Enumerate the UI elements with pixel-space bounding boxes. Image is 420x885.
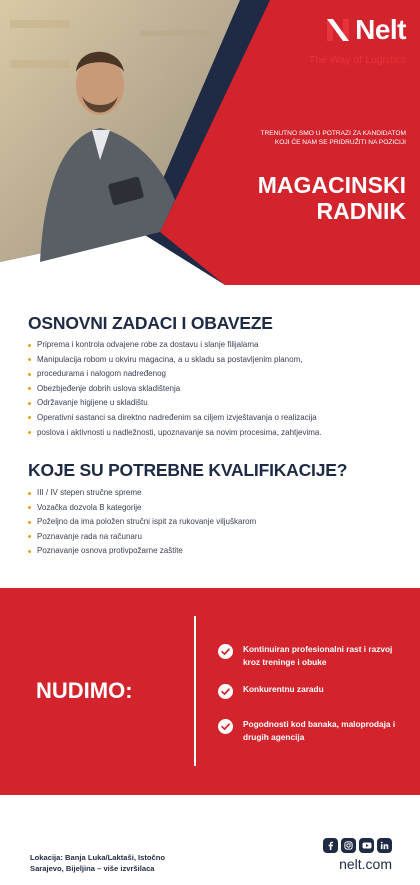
list-item: Poznavanje osnova protivpožarne zaštite (28, 544, 398, 559)
social-links (323, 838, 392, 853)
list-item: Obezbjeđenje dobrih uslova skladištenja (28, 382, 398, 397)
offer-section (0, 588, 420, 795)
instagram-icon[interactable] (341, 838, 356, 853)
website-link[interactable]: nelt.com (339, 856, 392, 872)
offer-item (218, 718, 408, 744)
offer-item-text: Pogodnosti kod banaka, maloprodaja i drugih agencija (243, 719, 396, 742)
offer-title: NUDIMO: (36, 678, 133, 703)
location-text: Lokacija: Banja Luka/Laktaši, Istočno Sarajevo, Bijeljina – više izvršilaca (30, 853, 166, 873)
offer-item-text: Konkurentnu zaradu (243, 684, 324, 694)
linkedin-icon[interactable] (377, 838, 392, 853)
job-title (258, 172, 406, 224)
facebook-icon[interactable] (323, 838, 338, 853)
list-item: Priprema i kontrola odvajene robe za dostavu i slanje filijalama (28, 338, 398, 353)
nelt-logo (325, 14, 406, 46)
offer-item-text: Kontinuiran profesionalni rast i razvoj kroz treninge i obuke (243, 644, 393, 667)
qualifications-list (28, 486, 398, 559)
tagline: The Way of Logistics (308, 54, 406, 66)
youtube-icon[interactable] (359, 838, 374, 853)
job-title-line1: MAGACINSKI (257, 172, 406, 198)
check-circle-icon (218, 644, 233, 659)
worker-photo (0, 0, 240, 262)
qualifications-heading: KOJE SU POTREBNE KVALIFIKACIJE? (28, 460, 348, 480)
list-item: Održavanje higijene u skladištu (28, 396, 398, 411)
list-item: Operativni sastanci sa direktno nadređenim sa ciljem izvještavanja o realizacija (28, 411, 398, 426)
check-circle-icon (218, 719, 233, 734)
offer-item (218, 643, 408, 669)
tasks-heading: OSNOVNI ZADACI I OBAVEZE (28, 313, 273, 333)
hero-intro-text: TRENUTNO SMO U POTRAZI ZA KANDIDATOM KOJI ĆE NAM SE PRIDRUŽITI NA POZICIJI (260, 130, 406, 146)
list-item: Manipulacija robom u okviru magacina, a u skladu sa postavljenim planom, (28, 353, 398, 368)
nelt-logo-icon (325, 17, 351, 43)
tasks-list (28, 338, 398, 440)
list-item: poslova i aktivnosti u nadležnosti, upoznavanje sa novim procesima, zahtjevima. (28, 426, 398, 441)
logo-text: Nelt (355, 14, 406, 45)
list-item: Poznavanje rada na računaru (28, 530, 398, 545)
list-item: Vozačka dozvola B kategorije (28, 501, 398, 516)
offer-divider (194, 616, 196, 766)
job-title-line2: RADNIK (316, 198, 406, 224)
list-item: III / IV stepen stručne spreme (28, 486, 398, 501)
offer-item (218, 683, 408, 699)
list-item: procedurama i nalogom nadređenog (28, 367, 398, 382)
check-circle-icon (218, 684, 233, 699)
list-item: Poželjno da ima položen stručni ispit za rukovanje viljuškarom (28, 515, 398, 530)
hero-banner (0, 0, 420, 290)
